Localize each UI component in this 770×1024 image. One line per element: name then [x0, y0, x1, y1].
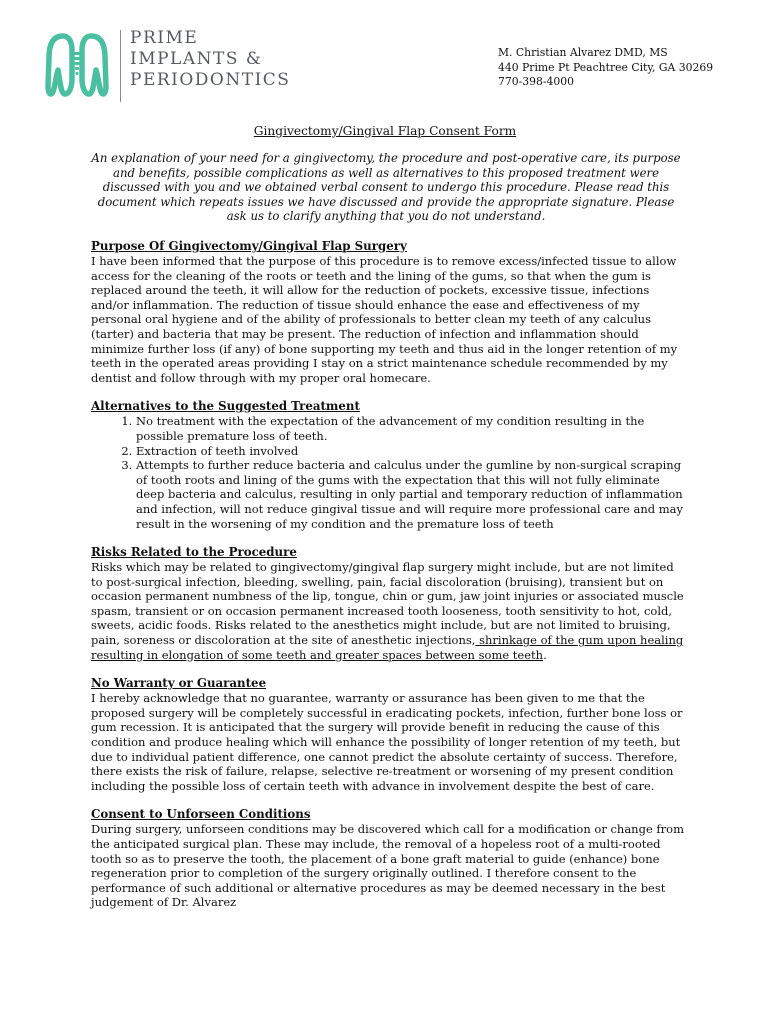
- list-item: 1. No treatment with the expectation of the advancement of my condition resulting in the possible premature loss of teeth.: [136, 414, 685, 443]
- practice-name: [130, 28, 290, 91]
- contact-block: [498, 46, 713, 90]
- section-heading: Risks Related to the Procedure: [91, 545, 297, 560]
- list-item: 2. Extraction of teeth involved: [136, 444, 685, 459]
- practice-name-line-1: PRIME: [130, 28, 199, 48]
- practice-logo: [44, 28, 291, 102]
- section-risks: [91, 545, 685, 662]
- section-consent: [91, 807, 685, 910]
- practice-phone: 770-398-4000: [498, 75, 574, 88]
- risks-underlined-text: shrinkage of the gum upon healing resulting in elongation of some teeth and greater spaces between some teeth: [91, 633, 684, 662]
- section-heading: Consent to Unforseen Conditions: [91, 807, 311, 822]
- list-item: 3. Attempts to further reduce bacteria and calculus under the gumline by non-surgical scraping of tooth roots and lining of the gums with the expectation that this will not fully eliminate deep bacteria and calculus, resulting in only partial and temporary reduction of inflammation and infection, will not reduce gingival tissue and will require more professional care and may result in the worsening of my condition and the premature loss of teeth: [136, 458, 685, 531]
- practice-name-line-3: PERIODONTICS: [130, 70, 291, 90]
- form-title: Gingivectomy/Gingival Flap Consent Form: [253, 124, 517, 138]
- section-purpose: [91, 239, 685, 385]
- section-text: I hereby acknowledge that no guarantee, warranty or assurance has been given to me that the proposed surgery will be completely successful in eradicating pockets, infection, further bone loss or gum recession. It is anticipated that the surgery will provide benefit in reducing the cause of this condition and produce healing which will enhance the possibility of longer retention of my teeth, but due to individual patient difference, one cannot predict the absolute certainty of success. Therefore, there exists the risk of failure, relapse, selective re-treatment or worsening of my present condition including the possible loss of certain teeth with advance in involvement despite the best of care.: [91, 691, 683, 793]
- section-text: During surgery, unforseen conditions may be discovered which call for a modification or change from the anticipated surgical plan. These may include, the removal of a hopeless root of a multi-rooted tooth so as to preserve the tooth, the placement of a bone graft material to guide (enhance) bone regeneration prior to completion of the surgery originally outlined. I therefore consent to the performance of such additional or alternative procedures as may be deemed necessary in the best judgement of Dr. Alvarez: [91, 822, 684, 910]
- form-body: [91, 239, 685, 924]
- logo-divider: [120, 30, 121, 102]
- section-alternatives: [91, 399, 685, 531]
- section-heading: No Warranty or Guarantee: [91, 676, 267, 691]
- risks-end: .: [543, 647, 547, 662]
- section-warranty: [91, 676, 685, 793]
- practice-name-line-2: IMPLANTS &: [130, 49, 263, 69]
- section-text: I have been informed that the purpose of this procedure is to remove excess/infected tissue to allow access for the cleaning of the roots or teeth and the lining of the gums, so that when the gum is replaced around the teeth, it will allow for the reduction of pockets, excessive tissue, infections and/or inflammation. The reduction of tissue should enhance the ease and effectiveness of my personal oral hygiene and of the ability of professionals to better clean my teeth of any calculus (tarter) and bacteria that may be present. The reduction of infection and inflammation should minimize further loss (if any) of bone supporting my teeth and thus aid in the longer retention of my teeth in the operated areas providing I stay on a strict maintenance schedule recommended by my dentist and follow through with my proper oral homecare.: [91, 254, 678, 385]
- practice-address: 440 Prime Pt Peachtree City, GA 30269: [498, 60, 714, 74]
- intro-paragraph: An explanation of your need for a gingivectomy, the procedure and post-operative care, its purpose and benefits, possible complications as well as alternatives to this proposed treatment were discussed with you and we obtained verbal consent to undergo this procedure. Please read this document which repeats issues we have discussed and provide the appropriate signature. Please ask us to clarify anything that you do not understand.: [91, 151, 681, 224]
- alternatives-list: [91, 414, 685, 531]
- section-heading: Alternatives to the Suggested Treatment: [91, 399, 360, 414]
- tooth-implant-logo-icon: [44, 32, 110, 100]
- doctor-name: M. Christian Alvarez DMD, MS: [498, 46, 668, 59]
- risks-text: Risks which may be related to gingivectomy/gingival flap surgery might include, but are not limited to post-surgical infection, bleeding, swelling, pain, facial discoloration (bruising), transient but on occasion permanent numbness of the lip, tongue, chin or gum, jaw joint injuries or associated muscle spasm, transient or on occasion permanent increased tooth looseness, tooth sensitivity to hot, cold, sweets, acidic foods. Risks related to the anesthetics might include, but are not limited to bruising, pain, soreness or discoloration at the site of anesthetic injections,: [91, 560, 684, 648]
- section-text: [91, 560, 685, 662]
- section-heading: Purpose Of Gingivectomy/Gingival Flap Surgery: [91, 239, 407, 253]
